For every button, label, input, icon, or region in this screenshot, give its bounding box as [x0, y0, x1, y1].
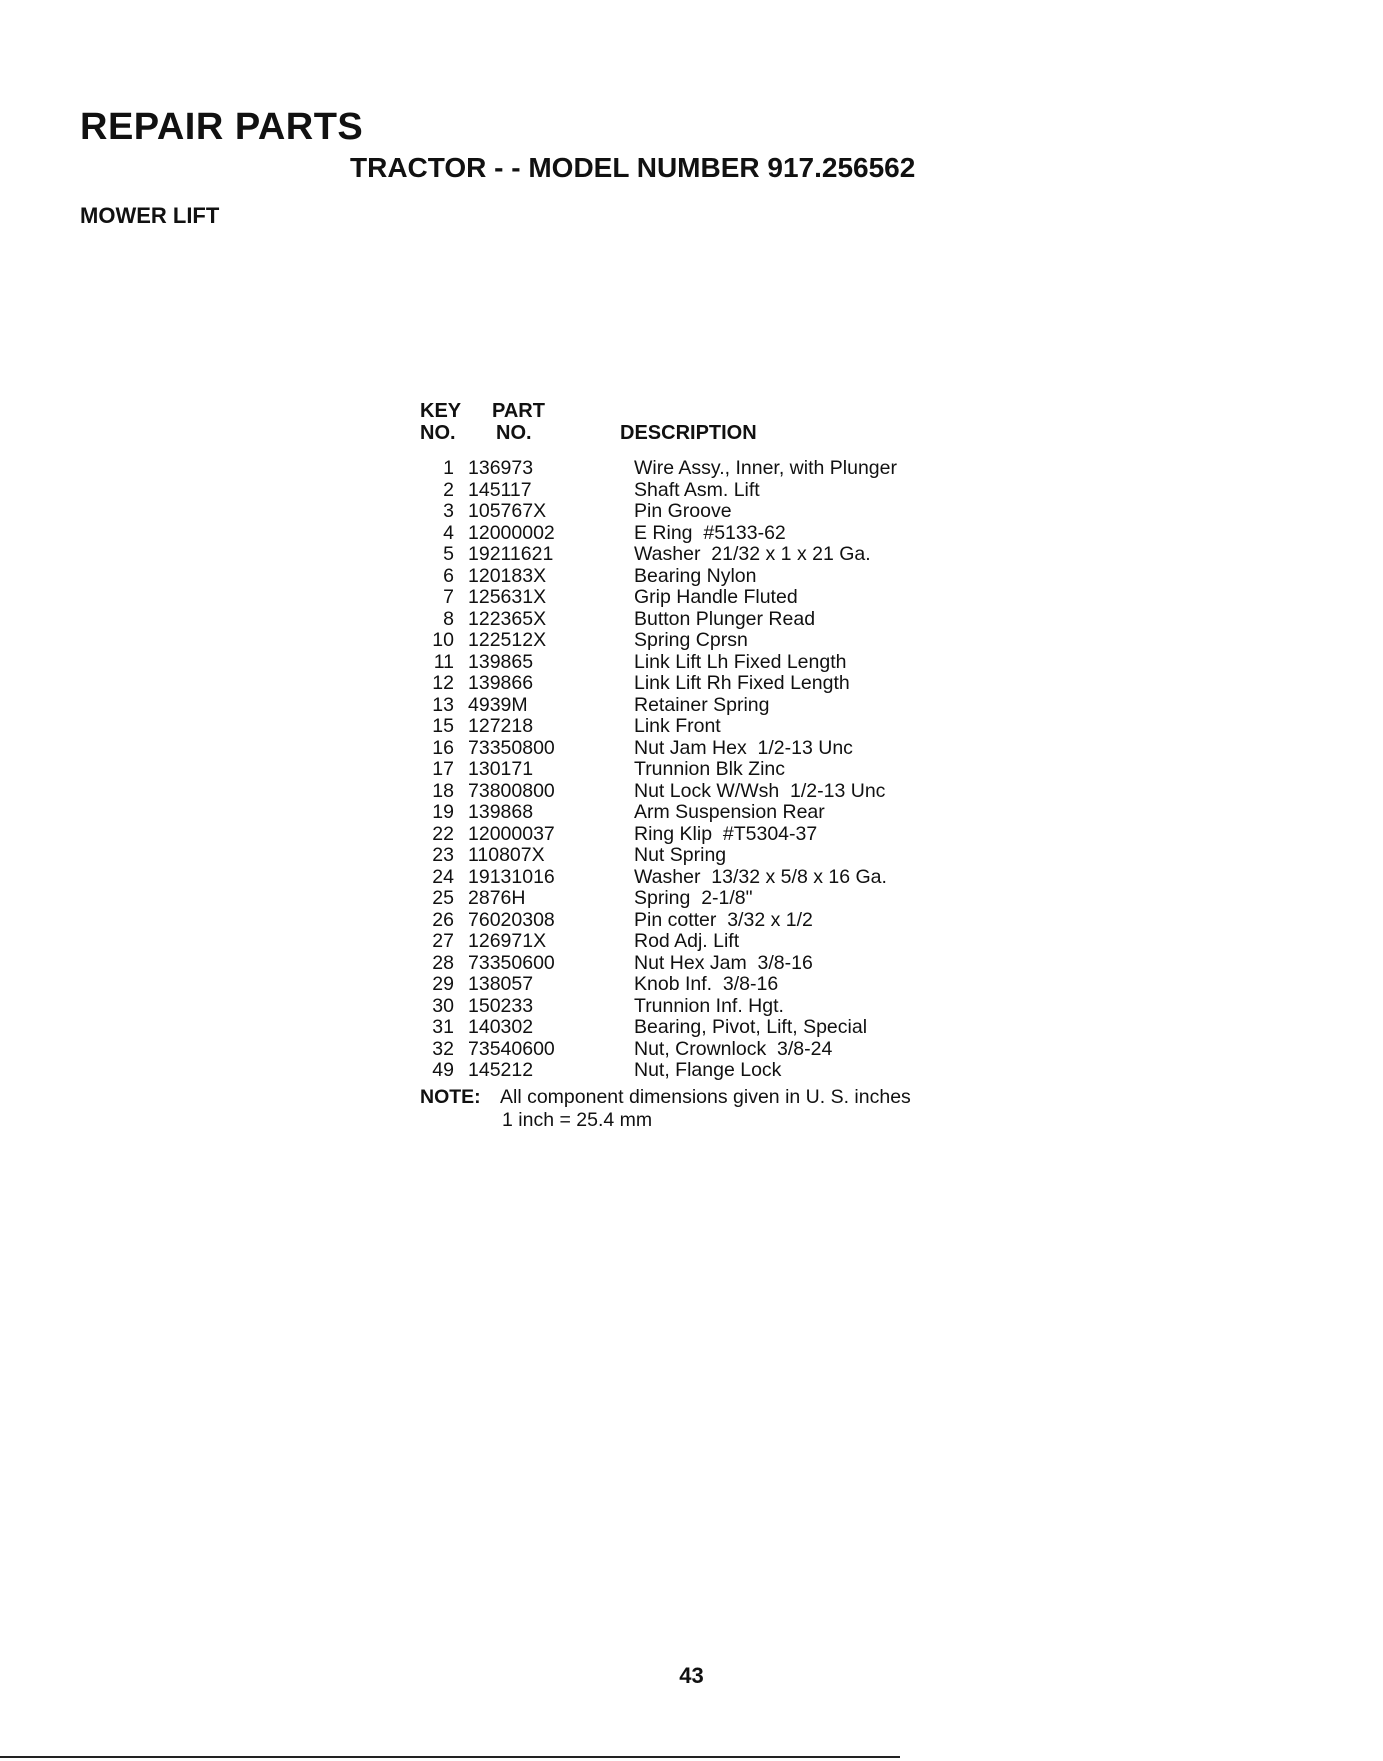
- column-headers: [420, 400, 1020, 448]
- table-row: [420, 974, 897, 996]
- key-cell: 1: [443, 457, 454, 479]
- key-cell: 5: [443, 543, 454, 565]
- description-cell: Link Lift Lh Fixed Length: [634, 650, 847, 673]
- part-number-cell: 2876H: [468, 887, 526, 909]
- part-number-cell: 73800800: [468, 779, 555, 802]
- key-cell: 31: [432, 1016, 454, 1038]
- key-header-line2: NO.: [420, 422, 456, 444]
- key-cell: 3: [443, 500, 454, 522]
- part-number-cell: 145212: [468, 1059, 534, 1081]
- description-cell: Arm Suspension Rear: [634, 801, 825, 823]
- section-heading: MOWER LIFT: [80, 203, 220, 228]
- part-number-cell: 150233: [468, 994, 534, 1017]
- part-number-cell: 140302: [468, 1016, 534, 1038]
- key-cell: 6: [443, 564, 454, 587]
- description-cell: Bearing Nylon: [634, 564, 757, 587]
- part-number-cell: 136973: [468, 457, 534, 479]
- part-number-cell: 122512X: [468, 629, 547, 651]
- key-cell: 26: [432, 908, 454, 931]
- note-label: NOTE:: [420, 1085, 481, 1108]
- parts-table-body: [420, 458, 897, 1082]
- note-text-line2: 1 inch = 25.4 mm: [502, 1108, 653, 1131]
- description-cell: Spring Cprsn: [634, 629, 748, 651]
- table-row: [420, 652, 897, 674]
- part-number-cell: 76020308: [468, 908, 555, 931]
- part-number-cell: 127218: [468, 715, 534, 737]
- table-row: [420, 523, 897, 545]
- description-cell: Pin cotter 3/32 x 1/2: [634, 908, 813, 931]
- description-cell: Nut Lock W/Wsh 1/2-13 Unc: [634, 779, 886, 802]
- description-cell: Retainer Spring: [634, 693, 770, 716]
- key-cell: 12: [432, 672, 454, 694]
- table-row: [420, 781, 897, 803]
- note-text-line1: All component dimensions given in U. S. inches: [500, 1085, 911, 1108]
- page-number: 43: [679, 1663, 704, 1688]
- part-number-cell: 139868: [468, 801, 534, 823]
- part-header-line1: PART: [492, 400, 545, 422]
- model-number-heading: TRACTOR - - MODEL NUMBER 917.256562: [350, 152, 916, 183]
- part-number-cell: 73540600: [468, 1037, 555, 1060]
- description-cell: Link Front: [634, 715, 721, 737]
- part-number-cell: 12000002: [468, 521, 555, 544]
- parts-list: [420, 400, 1020, 1132]
- table-row: [420, 910, 897, 932]
- part-number-cell: 4939M: [468, 693, 528, 716]
- description-cell: Nut Jam Hex 1/2-13 Unc: [634, 736, 853, 759]
- description-cell: Link Lift Rh Fixed Length: [634, 672, 850, 694]
- key-cell: 28: [432, 951, 454, 974]
- key-cell: 7: [443, 586, 454, 608]
- part-number-cell: 139865: [468, 650, 534, 673]
- description-cell: Washer 13/32 x 5/8 x 16 Ga.: [634, 865, 887, 888]
- description-cell: Bearing, Pivot, Lift, Special: [634, 1016, 868, 1038]
- table-row: [420, 695, 897, 717]
- key-cell: 22: [432, 822, 454, 845]
- table-row: [420, 1060, 897, 1082]
- parts-table: [420, 458, 897, 1082]
- table-row: [420, 673, 897, 695]
- table-row: [420, 609, 897, 631]
- table-row: [420, 867, 897, 889]
- description-cell: Shaft Asm. Lift: [634, 478, 760, 501]
- part-number-cell: 138057: [468, 973, 534, 995]
- description-cell: Nut, Crownlock 3/8-24: [634, 1037, 833, 1060]
- key-cell: 2: [443, 478, 454, 501]
- part-number-cell: 19211621: [468, 543, 554, 565]
- table-row: [420, 1039, 897, 1061]
- key-cell: 32: [432, 1037, 454, 1060]
- key-cell: 25: [432, 887, 454, 909]
- part-number-cell: 120183X: [468, 564, 547, 587]
- part-number-cell: 19131016: [468, 865, 555, 888]
- description-cell: Washer 21/32 x 1 x 21 Ga.: [634, 543, 871, 565]
- part-number-cell: 73350800: [468, 736, 555, 759]
- table-row: [420, 501, 897, 523]
- key-cell: 4: [443, 521, 454, 544]
- part-number-cell: 12000037: [468, 822, 555, 845]
- part-number-cell: 130171: [468, 758, 534, 780]
- description-header: DESCRIPTION: [620, 422, 757, 444]
- table-row: [420, 996, 897, 1018]
- part-header-line2: NO.: [496, 422, 532, 444]
- description-cell: Grip Handle Fluted: [634, 586, 798, 608]
- key-cell: 29: [432, 973, 454, 995]
- description-cell: Nut Hex Jam 3/8-16: [634, 951, 813, 974]
- part-number-cell: 73350600: [468, 951, 555, 974]
- part-number-cell: 122365X: [468, 607, 547, 630]
- description-cell: Button Plunger Read: [634, 607, 816, 630]
- description-cell: Wire Assy., Inner, with Plunger: [634, 457, 897, 479]
- key-cell: 10: [432, 629, 454, 651]
- description-cell: Spring 2-1/8": [634, 887, 753, 909]
- description-cell: Nut Spring: [634, 844, 727, 866]
- key-cell: 24: [432, 865, 454, 888]
- key-cell: 16: [432, 736, 454, 759]
- key-cell: 11: [433, 650, 454, 673]
- table-row: [420, 1017, 897, 1039]
- key-cell: 27: [432, 930, 454, 952]
- part-number-cell: 126971X: [468, 930, 547, 952]
- key-cell: 19: [432, 801, 454, 823]
- part-number-cell: 125631X: [468, 586, 547, 608]
- description-cell: Trunnion Blk Zinc: [634, 758, 786, 780]
- table-row: [420, 845, 897, 867]
- description-cell: Ring Klip #T5304-37: [634, 822, 818, 845]
- description-cell: Knob Inf. 3/8-16: [634, 973, 779, 995]
- page-title: REPAIR PARTS: [80, 106, 364, 148]
- bottom-rule: [0, 1756, 900, 1758]
- key-cell: 18: [432, 779, 454, 802]
- table-row: [420, 458, 897, 480]
- description-cell: Trunnion Inf. Hgt.: [634, 994, 784, 1017]
- table-row: [420, 888, 897, 910]
- table-row: [420, 587, 897, 609]
- key-cell: 30: [432, 994, 454, 1017]
- key-header-line1: KEY: [420, 400, 462, 422]
- note: [420, 1086, 1020, 1132]
- description-cell: E Ring #5133-62: [634, 521, 786, 544]
- table-row: [420, 566, 897, 588]
- table-row: [420, 480, 897, 502]
- table-row: [420, 953, 897, 975]
- table-row: [420, 931, 897, 953]
- key-cell: 23: [432, 844, 454, 866]
- description-cell: Nut, Flange Lock: [634, 1059, 782, 1081]
- table-row: [420, 759, 897, 781]
- table-row: [420, 802, 897, 824]
- table-row: [420, 738, 897, 760]
- table-row: [420, 544, 897, 566]
- part-number-cell: 139866: [468, 672, 534, 694]
- part-number-cell: 145117: [468, 478, 532, 501]
- key-cell: 13: [432, 693, 454, 716]
- part-number-cell: 105767X: [468, 500, 547, 522]
- description-cell: Pin Groove: [634, 500, 732, 522]
- table-row: [420, 630, 897, 652]
- table-row: [420, 716, 897, 738]
- key-cell: 17: [432, 758, 454, 780]
- part-number-cell: 110807X: [468, 844, 545, 866]
- description-cell: Rod Adj. Lift: [634, 930, 740, 952]
- table-row: [420, 824, 897, 846]
- key-cell: 15: [432, 715, 454, 737]
- key-cell: 49: [432, 1059, 454, 1081]
- key-cell: 8: [443, 607, 454, 630]
